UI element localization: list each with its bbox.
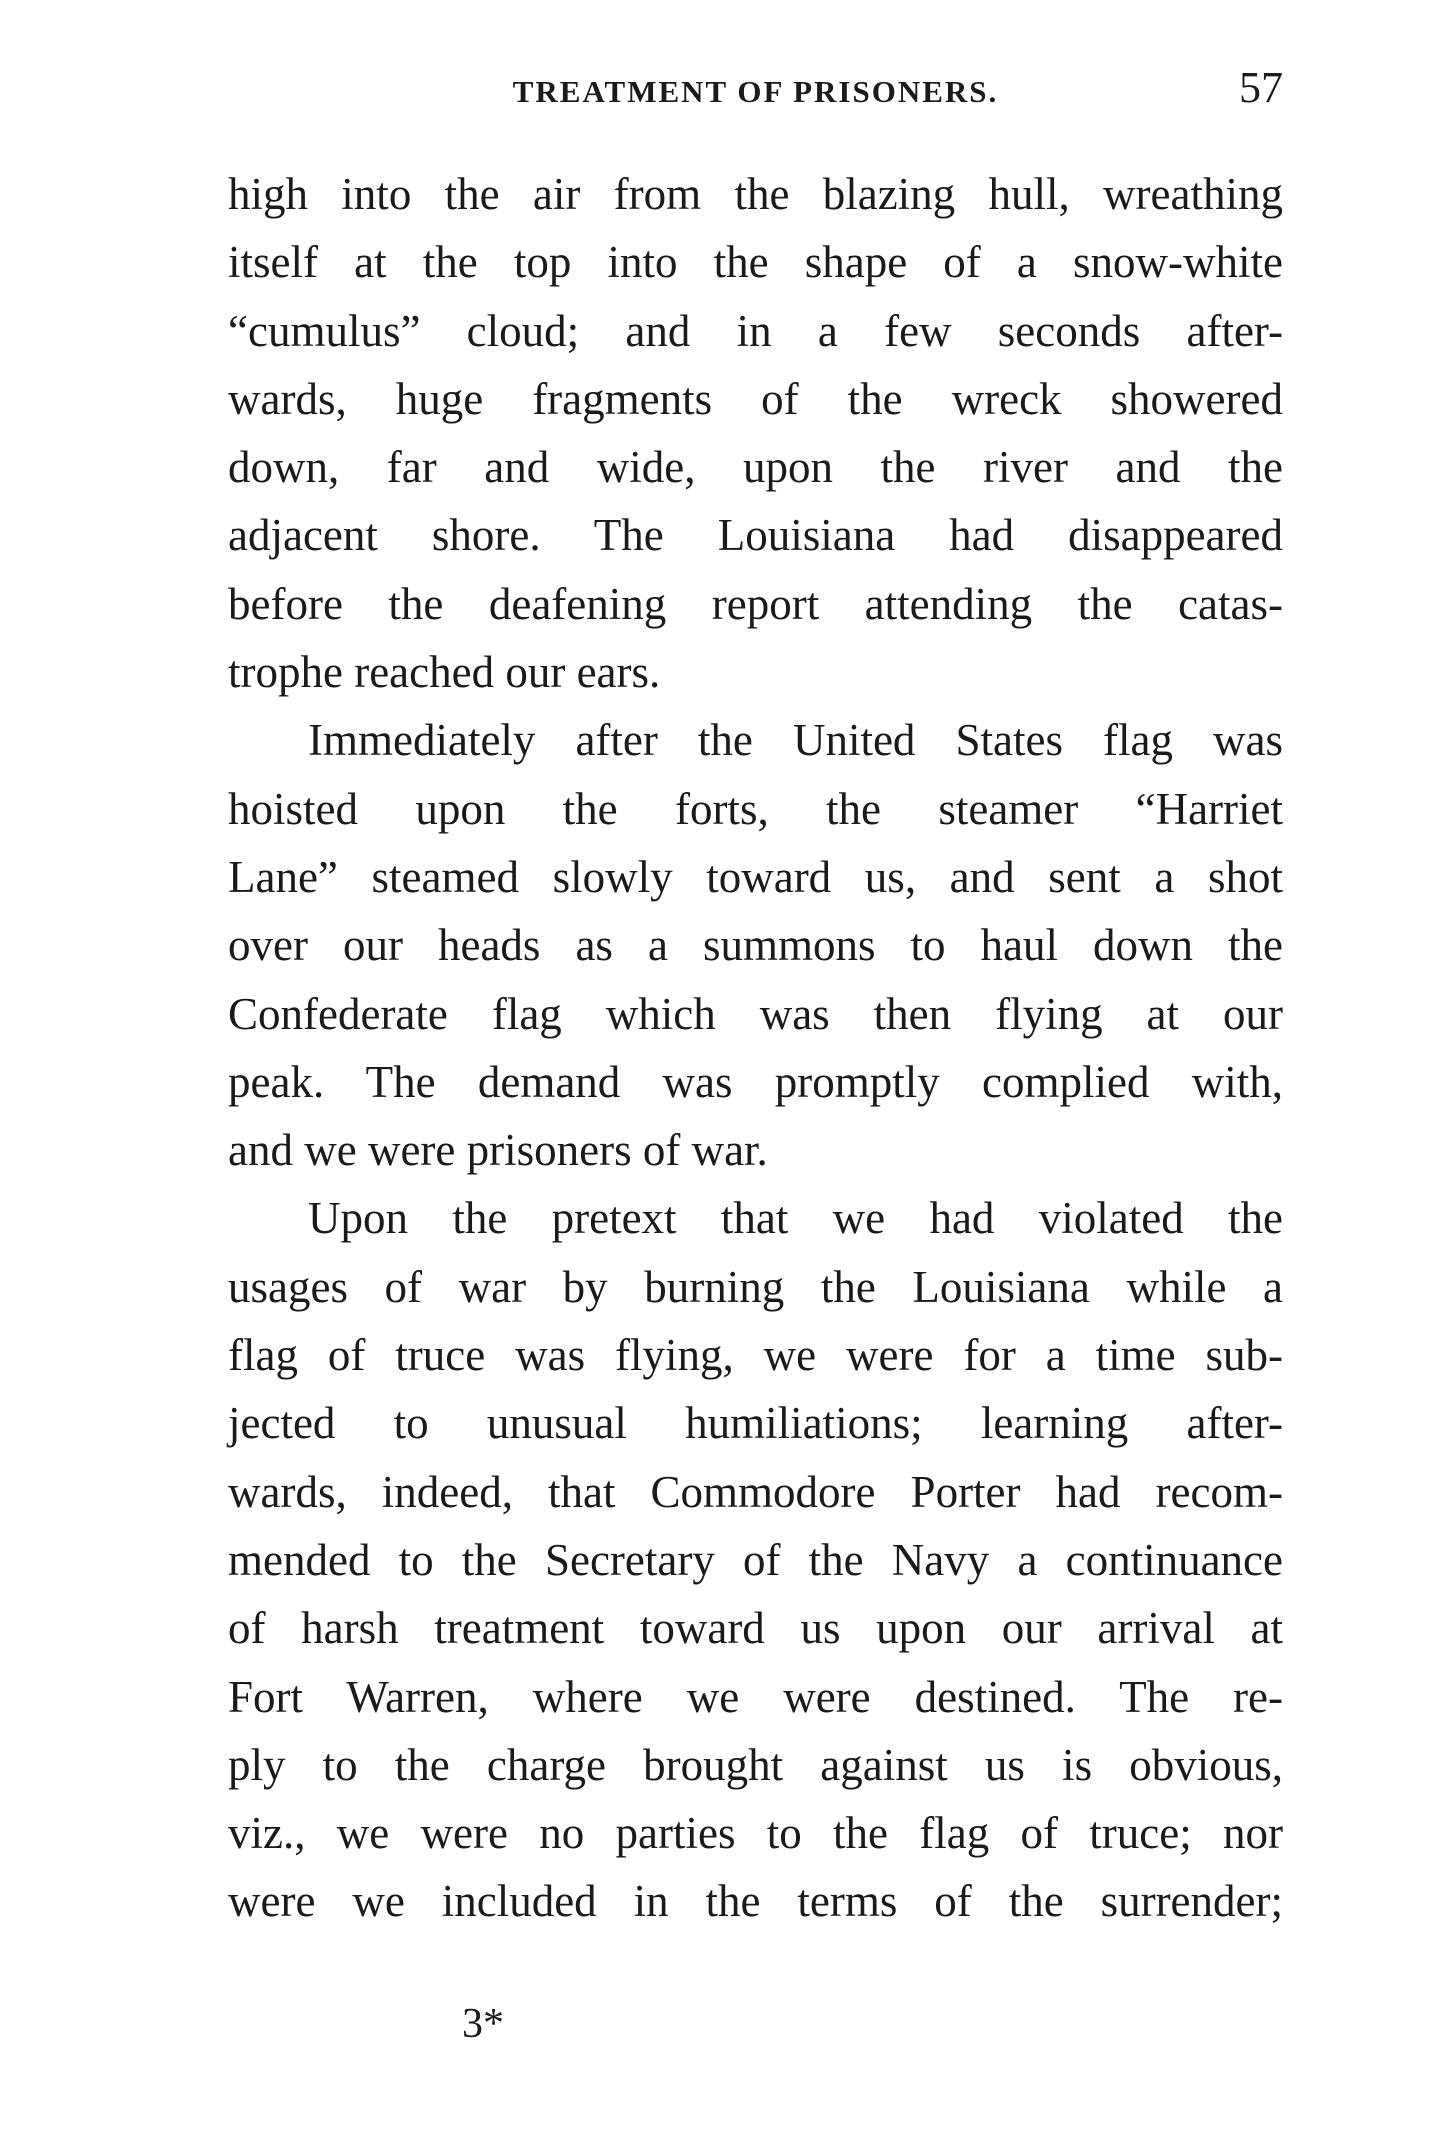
text-line: Immediately after the United States flag was (308, 715, 1283, 766)
text-line: over our heads as a summons to haul down the (228, 920, 1283, 971)
running-head: TREATMENT OF PRISONERS. (512, 74, 999, 109)
text-line: viz., we were no parties to the flag of truce; nor (228, 1808, 1283, 1859)
body-text (228, 160, 1283, 1936)
signature-mark: 3* (462, 2001, 504, 2047)
text-line: of harsh treatment toward us upon our arrival at (228, 1603, 1283, 1654)
text-line: usages of war by burning the Louisiana while a (228, 1261, 1283, 1312)
text-line: flag of truce was flying, we were for a time sub- (228, 1330, 1283, 1381)
text-line: peak. The demand was promptly complied with, (228, 1056, 1283, 1107)
text-line: Confederate flag which was then flying at our (228, 988, 1283, 1039)
text-line: “cumulus” cloud; and in a few seconds after- (228, 305, 1283, 356)
text-line: wards, indeed, that Commodore Porter had recom- (228, 1466, 1283, 1517)
text-line: adjacent shore. The Louisiana had disappeared (228, 510, 1283, 561)
text-line: jected to unusual humiliations; learning after- (228, 1398, 1283, 1449)
page-header (228, 58, 1283, 128)
text-line: Fort Warren, where we were destined. The re- (228, 1671, 1283, 1722)
text-line: wards, huge fragments of the wreck showered (228, 373, 1283, 424)
text-line: before the deafening report attending the catas- (228, 578, 1283, 629)
text-line: mended to the Secretary of the Navy a continuance (228, 1534, 1283, 1585)
text-line: itself at the top into the shape of a snow-white (228, 237, 1283, 288)
text-line: high into the air from the blazing hull, wreathing (228, 169, 1283, 219)
text-line: hoisted upon the forts, the steamer “Harriet (228, 783, 1283, 834)
text-line: were we included in the terms of the surrender; (228, 1876, 1283, 1927)
text-line: Lane” steamed slowly toward us, and sent a shot (228, 851, 1283, 902)
text-line: and we were prisoners of war. (228, 1125, 768, 1176)
text-line: trophe reached our ears. (228, 647, 661, 698)
text-line: Upon the pretext that we had violated the (308, 1193, 1283, 1244)
text-line: down, far and wide, upon the river and the (228, 442, 1283, 493)
text-line: ply to the charge brought against us is obvious, (228, 1739, 1283, 1790)
page-number: 57 (1239, 63, 1283, 112)
